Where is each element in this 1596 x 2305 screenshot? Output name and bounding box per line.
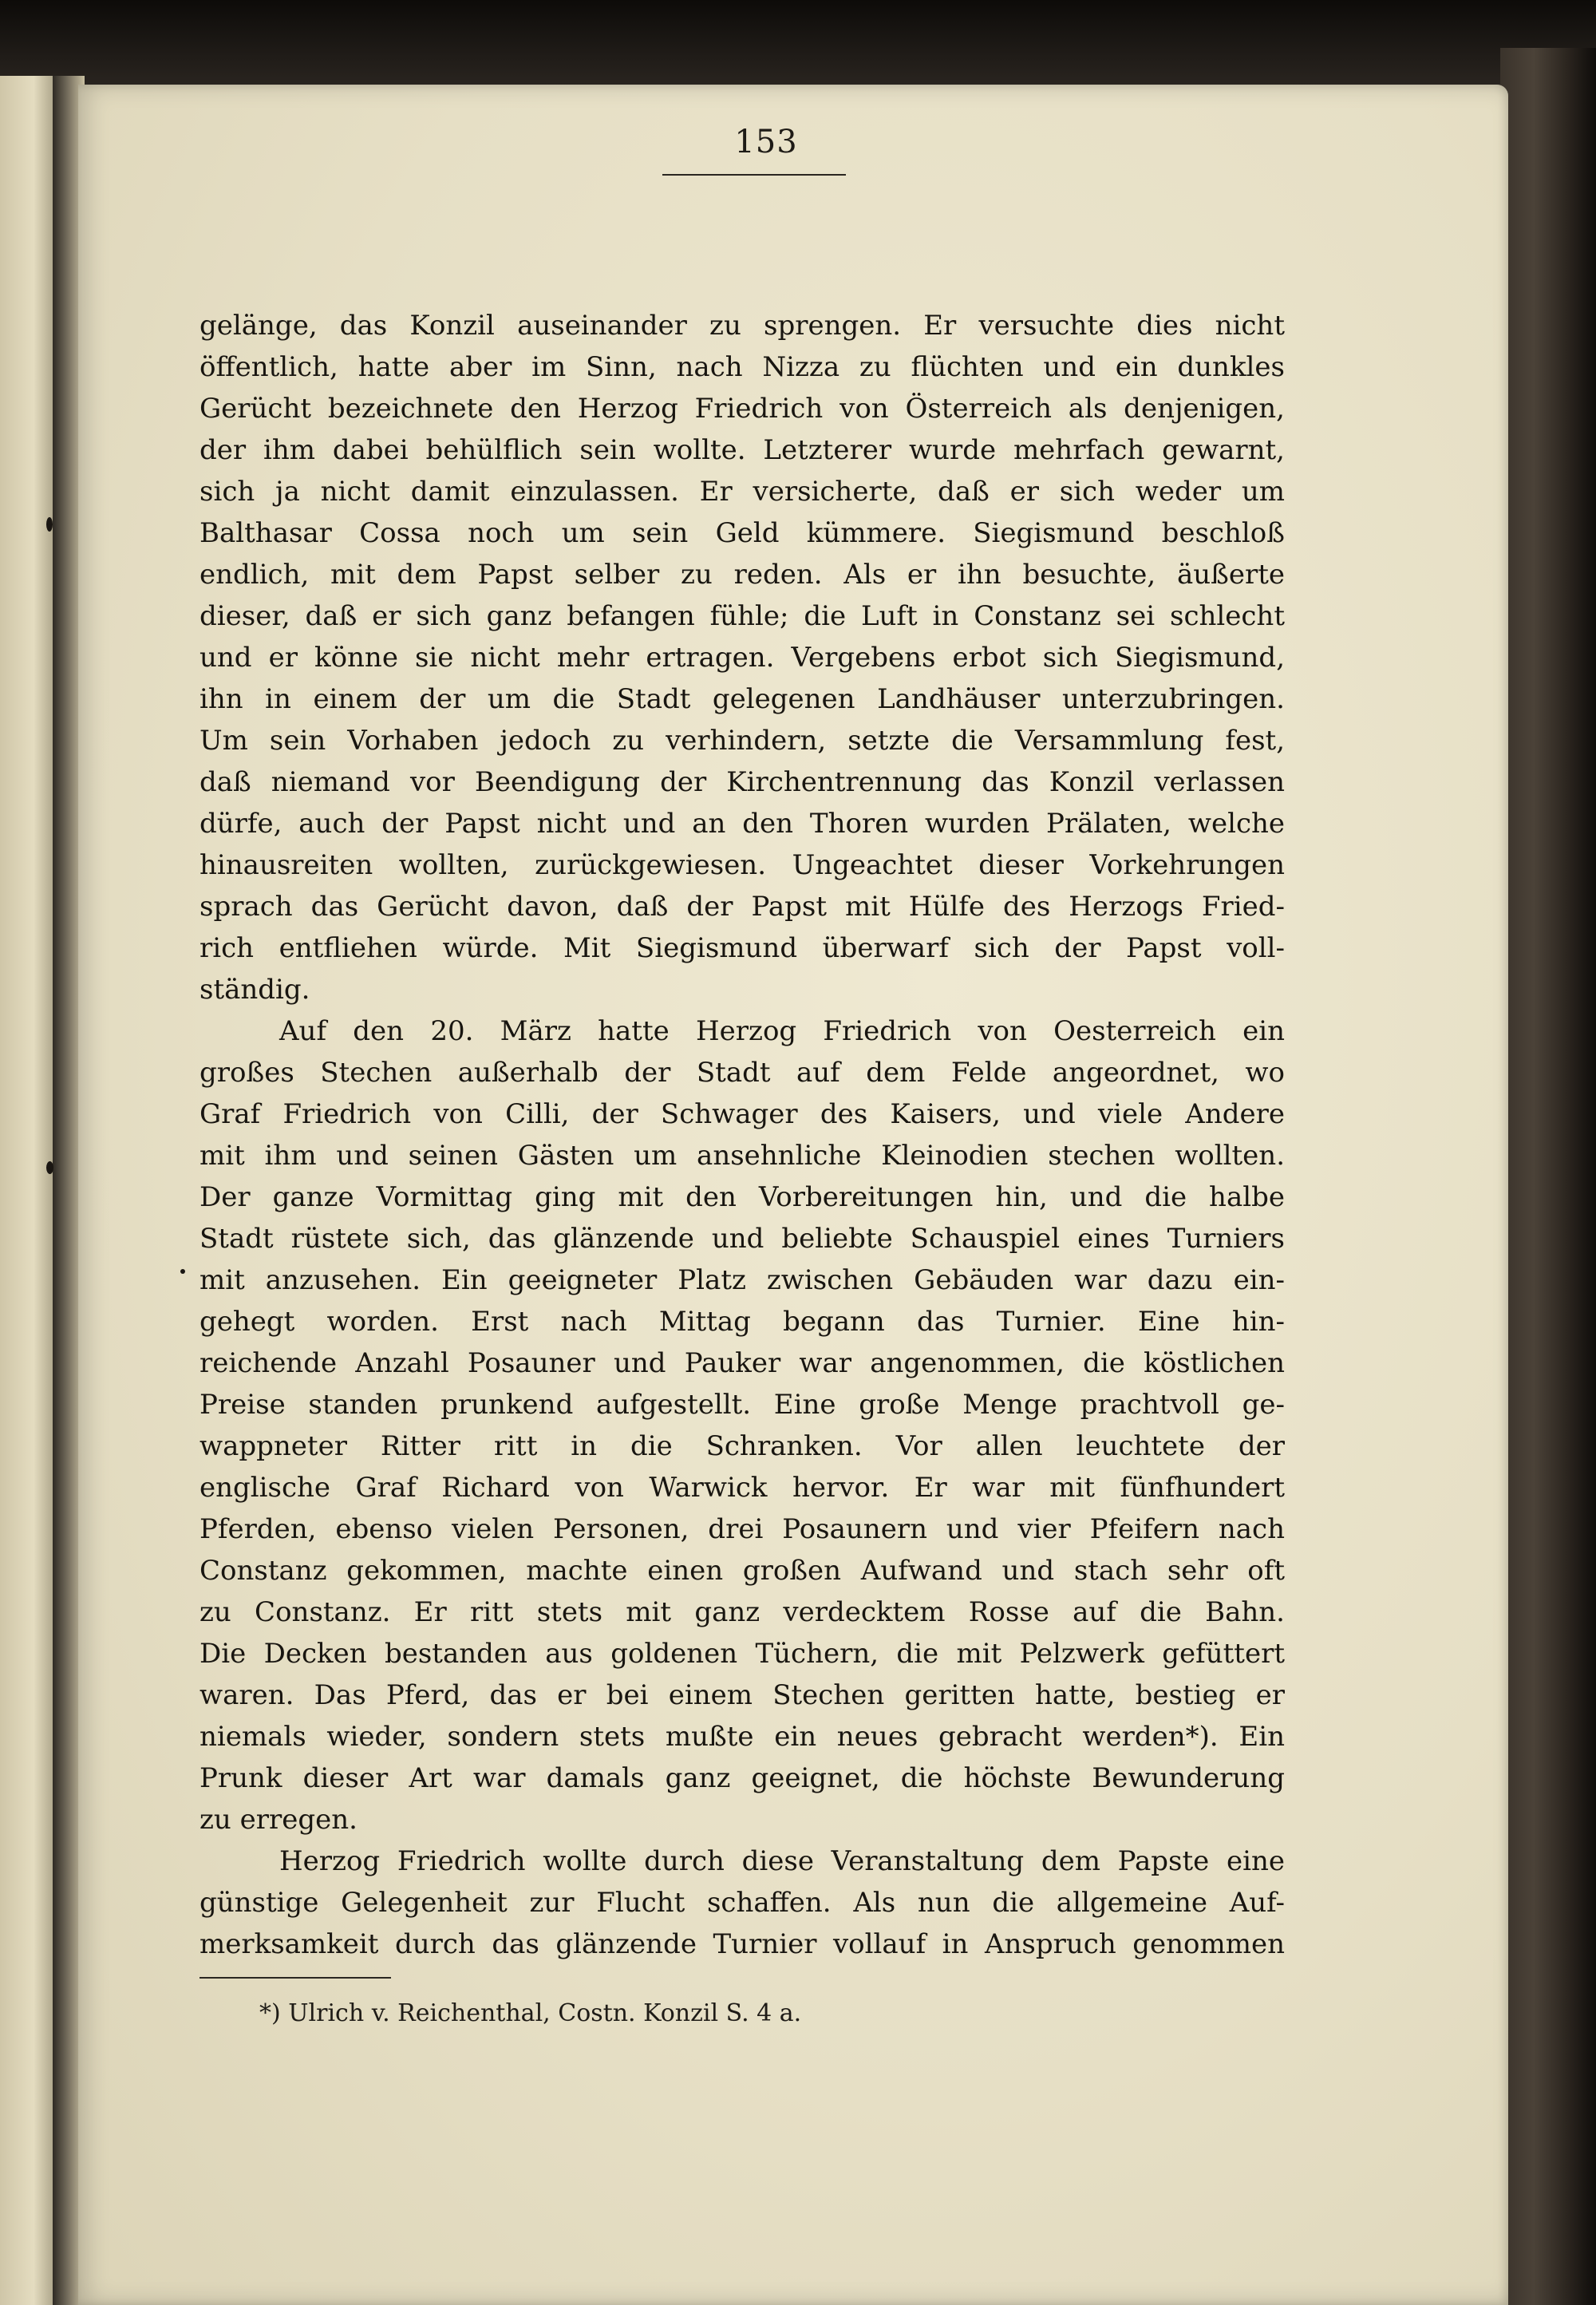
text-line: wappneter Ritter ritt in die Schranken. Vor allen leuchtete der xyxy=(200,1430,1285,1462)
text-line: dieser, daß er sich ganz befangen fühle; die Luft in Constanz sei schlecht xyxy=(200,600,1285,632)
text-line: zu Constanz. Er ritt stets mit ganz verdecktem Rosse auf die Bahn. xyxy=(200,1596,1285,1628)
text-line: rich entfliehen würde. Mit Siegismund überwarf sich der Papst voll- xyxy=(200,932,1285,964)
body-text xyxy=(200,305,1285,1965)
text-line: großes Stechen außerhalb der Stadt auf dem Felde angeordnet, wo xyxy=(200,1057,1285,1089)
text-line: Balthasar Cossa noch um sein Geld kümmere. Siegismund beschloß xyxy=(200,517,1285,549)
text-line: gelänge, das Konzil auseinander zu sprengen. Er versuchte dies nicht xyxy=(200,310,1285,342)
text-line: Die Decken bestanden aus goldenen Tüchern, die mit Pelzwerk gefüttert xyxy=(200,1638,1285,1670)
margin-mark xyxy=(46,1161,53,1174)
margin-mark xyxy=(46,517,53,532)
text-line: mit anzusehen. Ein geeigneter Platz zwischen Gebäuden war dazu ein- xyxy=(200,1264,1285,1296)
text-line: öffentlich, hatte aber im Sinn, nach Nizza zu flüchten und ein dunkles xyxy=(200,351,1285,383)
text-line: mit ihm und seinen Gästen um ansehnliche Kleinodien stechen wollten. xyxy=(200,1140,1285,1172)
footnote-rule xyxy=(200,1977,391,1979)
text-line: Gerücht bezeichnete den Herzog Friedrich von Österreich als denjenigen, xyxy=(200,393,1285,425)
paragraph-start-line: Auf den 20. März hatte Herzog Friedrich von Oesterreich ein xyxy=(279,1015,1285,1047)
text-line: Prunk dieser Art war damals ganz geeignet, die höchste Bewunderung xyxy=(200,1762,1285,1794)
text-line: gehegt worden. Erst nach Mittag begann das Turnier. Eine hin- xyxy=(200,1306,1285,1338)
page-number: 153 xyxy=(734,124,798,160)
text-line: Pferden, ebenso vielen Personen, drei Posaunern und vier Pfeifern nach xyxy=(200,1513,1285,1545)
text-line: Preise standen prunkend aufgestellt. Eine große Menge prachtvoll ge- xyxy=(200,1389,1285,1421)
book-top-edge xyxy=(0,0,1596,88)
text-line: Graf Friedrich von Cilli, der Schwager des Kaisers, und viele Andere xyxy=(200,1098,1285,1130)
text-line: daß niemand vor Beendigung der Kirchentrennung das Konzil verlassen xyxy=(200,766,1285,798)
footnote: *) Ulrich v. Reichenthal, Costn. Konzil S. 4 a. xyxy=(259,1999,802,2027)
text-line: waren. Das Pferd, das er bei einem Stechen geritten hatte, bestieg er xyxy=(200,1679,1285,1711)
text-line: ständig. xyxy=(200,974,310,1006)
text-line: endlich, mit dem Papst selber zu reden. Als er ihn besuchte, äußerte xyxy=(200,559,1285,591)
text-line: Der ganze Vormittag ging mit den Vorbereitungen hin, und die halbe xyxy=(200,1181,1285,1213)
text-line: niemals wieder, sondern stets mußte ein neues gebracht werden*). Ein xyxy=(200,1721,1285,1753)
text-line: günstige Gelegenheit zur Flucht schaffen. Als nun die allgemeine Auf- xyxy=(200,1887,1285,1919)
text-line: und er könne sie nicht mehr ertragen. Vergebens erbot sich Siegismund, xyxy=(200,642,1285,674)
text-line: Um sein Vorhaben jedoch zu verhindern, setzte die Versammlung fest, xyxy=(200,725,1285,757)
left-page-edge xyxy=(0,76,56,2305)
text-line: dürfe, auch der Papst nicht und an den Thoren wurden Prälaten, welche xyxy=(200,808,1285,840)
text-line: Constanz gekommen, machte einen großen Aufwand und stach sehr oft xyxy=(200,1555,1285,1587)
text-line: zu erregen. xyxy=(200,1804,358,1836)
header-rule xyxy=(662,174,846,176)
text-line: hinausreiten wollten, zurückgewiesen. Ungeachtet dieser Vorkehrungen xyxy=(200,849,1285,881)
text-line: merksamkeit durch das glänzende Turnier vollauf in Anspruch genommen xyxy=(200,1928,1285,1960)
text-line: sich ja nicht damit einzulassen. Er versicherte, daß er sich weder um xyxy=(200,476,1285,508)
text-line: ihn in einem der um die Stadt gelegenen Landhäuser unterzubringen. xyxy=(200,683,1285,715)
margin-mark xyxy=(180,1269,185,1274)
paragraph-start-line: Herzog Friedrich wollte durch diese Veranstaltung dem Papste eine xyxy=(279,1845,1285,1877)
text-line: Stadt rüstete sich, das glänzende und beliebte Schauspiel eines Turniers xyxy=(200,1223,1285,1255)
text-line: sprach das Gerücht davon, daß der Papst mit Hülfe des Herzogs Fried- xyxy=(200,891,1285,923)
text-line: englische Graf Richard von Warwick hervor. Er war mit fünfhundert xyxy=(200,1472,1285,1504)
book-cover-edge xyxy=(1500,48,1596,2305)
text-line: der ihm dabei behülflich sein wollte. Letzterer wurde mehrfach gewarnt, xyxy=(200,434,1285,466)
text-line: reichende Anzahl Posauner und Pauker war angenommen, die köstlichen xyxy=(200,1347,1285,1379)
